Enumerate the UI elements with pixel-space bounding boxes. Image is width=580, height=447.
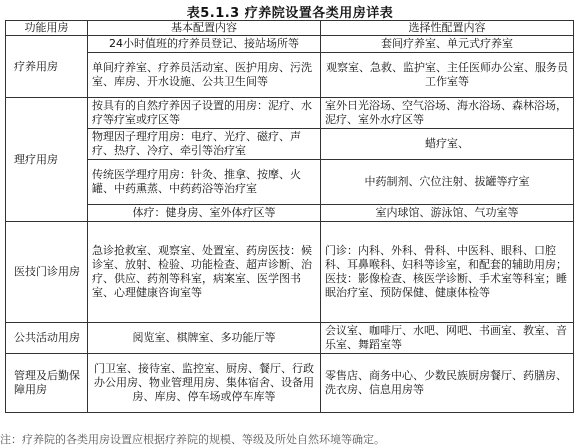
basic-cell: 物理因子理疗用房：电疗、光疗、磁疗、声疗、热疗、冷疗、牵引等治疗室	[88, 129, 321, 160]
basic-cell: 门卫室、接待室、监控室、厨房、餐厅、行政办公用房、物业管理用房、集体宿舍、设备用房、库房、停车场或停车库等	[88, 354, 321, 413]
table-row	[6, 36, 574, 53]
basic-cell: 传统医学理疗用房：针灸、推拿、按摩、火罐、中药熏蒸、中药药浴等治疗室	[88, 160, 321, 205]
optional-cell: 门诊：内科、外科、骨科、中医科、眼科、口腔科、耳鼻喉科、妇科等诊室，和配套的辅助用房；医技：影像检查、核医学诊断、手术室等科室；睡眠治疗室、预防保健、健康体检等	[321, 222, 574, 323]
category-cell: 管理及后勤保障用房	[6, 354, 88, 413]
basic-cell: 单间疗养室、疗养员活动室、医护用房、污洗室、库房、开水设施、公共卫生间等	[88, 53, 321, 98]
table-row	[6, 160, 574, 205]
basic-cell: 按具有的自然疗养因子设置的用房：泥疗、水疗等疗室或疗区等	[88, 98, 321, 129]
header-row	[6, 21, 574, 36]
table-row	[6, 222, 574, 323]
table-row	[6, 205, 574, 222]
table-row	[6, 323, 574, 354]
table-row	[6, 53, 574, 98]
category-cell: 疗养用房	[6, 36, 88, 98]
optional-cell: 室内球馆、游泳馆、气功室等	[321, 205, 574, 222]
room-config-table	[5, 20, 574, 413]
optional-cell: 室外日光浴场、空气浴场、海水浴场、森林浴场，泥疗、室外水疗区等	[321, 98, 574, 129]
basic-cell: 阅览室、棋牌室、多功能厅等	[88, 323, 321, 354]
header-basic: 基本配置内容	[88, 21, 321, 36]
table-row	[6, 129, 574, 160]
category-cell: 公共活动用房	[6, 323, 88, 354]
table-title: 表5.1.3 疗养院设置各类用房详表	[186, 6, 394, 21]
optional-cell: 中药制剂、穴位注射、拔罐等疗室	[321, 160, 574, 205]
optional-cell: 观察室、急救、监护室、主任医师办公室、服务员工作室等	[321, 53, 574, 98]
header-optional: 选择性配置内容	[321, 21, 574, 36]
basic-cell: 急诊抢救室、观察室、处置室、药房医技：候诊室、放射、检验、功能检查、超声诊断、治疗、供应、药剂等科室，病案室、医学图书室、心理健康咨询室等	[88, 222, 321, 323]
cut-off-footnote: 注：疗养院的各类用房设置应根据疗养院的规模、等级及所处自然环境等确定。	[0, 433, 385, 446]
optional-cell: 零售店、商务中心、少数民族厨房餐厅、药膳房、洗衣房、信息用房等	[321, 354, 574, 413]
category-cell: 理疗用房	[6, 98, 88, 222]
table-row	[6, 98, 574, 129]
basic-cell: 体疗：健身房、室外体疗区等	[88, 205, 321, 222]
optional-cell: 会议室、咖啡厅、水吧、网吧、书画室、教室、音乐室、舞蹈室等	[321, 323, 574, 354]
header-function: 功能用房	[6, 21, 88, 36]
table-row	[6, 354, 574, 413]
optional-cell: 蜡疗室、	[321, 129, 574, 160]
basic-cell: 24小时值班的疗养员登记、接站场所等	[88, 36, 321, 53]
optional-cell: 套间疗养室、单元式疗养室	[321, 36, 574, 53]
category-cell: 医技门诊用房	[6, 222, 88, 323]
